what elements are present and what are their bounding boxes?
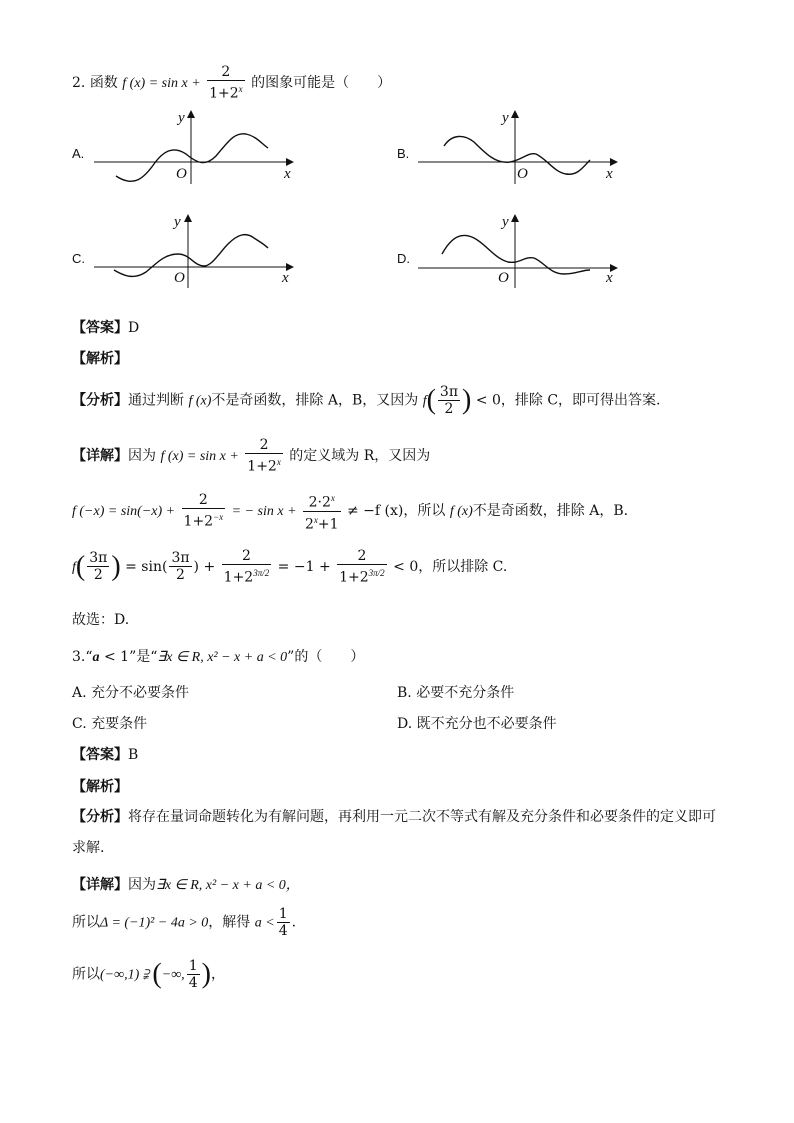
q2-graph-d-o: O [498,270,509,286]
q2-graph-c-y: y [174,214,181,230]
q2-answer: D [128,320,140,336]
q2-analysis-tag: 【解析】 [72,351,128,367]
q2-stem-prefix: 函数 [89,74,118,91]
q2-xiangjie-line3: f( $\frac{3\pi}{2}$ ) = sin( $\frac{3\pi}{2}$ ) + $\frac{2}{1+2^{3\pi/2}}$ = −1 + $\frac{2}{1+2^{3\pi/2}}$ < 0，所以排除 C. [72,548,508,586]
q3-xiangjie-line3: 所以(−∞,1) ⫌ (−∞, $\frac{1}{4}$ )， [72,958,225,991]
q2-option-b-label: B. [397,146,410,161]
q2-option-d-label: D. [397,251,410,266]
q2-stem [72,64,391,102]
q2-graph-b-y: y [502,110,509,126]
q2-graph-c [94,212,304,288]
q2-answer-line [72,317,139,337]
q2-graph-b-o: O [517,166,528,182]
q2-frac: $\frac{2}{1+2^x}$ [209,64,243,102]
q2-xiangjie-line2: f (−x) = sin(−x) + $\frac{2}{1+2^{-x}}$ = − sin x + $\frac{2\cdot 2^x}{2^x+1}$ ≠ −f (x)，所以 f (x)不是奇函数，排除 A，B. [72,490,628,532]
q2-option-c-label: C. [72,251,85,266]
q2-graph-d-y: y [502,214,509,230]
q2-graph-a-x: x [284,166,291,182]
q3-answer-line: 【答案】B [72,747,139,763]
q2-graph-c-o: O [174,270,185,286]
q2-fenxi-line: 【分析】通过判断 f (x)不是奇函数，排除 A，B，又因为 f( $\frac{3\pi}{2}$ ) < 0，排除 C，即可得出答案. [72,384,661,417]
q3-option-d: D. 既不充分也不必要条件 [397,716,557,732]
q3-stem: 3.“a < 1”是“∃x ∈ R, x² − x + a < 0”的（ ） [72,649,365,665]
q2-func: f (x) = sin x + [122,75,201,91]
q3-option-b: B. 必要不充分条件 [397,685,515,701]
q3-xiangjie-line1: 【详解】因为∃x ∈ R, x² − x + a < 0， [72,877,300,893]
q2-graph-d [418,212,628,288]
q2-graph-a [94,108,304,184]
q2-graph-d-x: x [606,270,613,286]
q2-graph-b-x: x [606,166,613,182]
q3-option-c: C. 充要条件 [72,716,148,732]
q2-answer-tag: 【答案】 [72,320,128,336]
q2-number: 2. [72,74,86,91]
q2-graph-a-o: O [176,166,187,182]
q3-fenxi-line1: 【分析】将存在量词命题转化为有解问题，再利用一元二次不等式有解及充分条件和必要条件的定义即可 [72,809,716,825]
q2-graph-b [418,108,628,184]
q3-option-a: A. 充分不必要条件 [72,685,190,701]
q2-xiangjie-line1: 【详解】因为 f (x) = sin x + $\frac{2}{1+2^x}$ 的定义域为 R，又因为 [72,437,431,475]
q2-option-a-label: A. [72,146,85,161]
q2-graph-a-y: y [178,110,185,126]
q3-xiangjie-line2: 所以Δ = (−1)² − 4a > 0，解得 a < $\frac{1}{4}$ . [72,906,297,939]
q3-analysis-tag: 【解析】 [72,779,128,795]
q2-graph-c-x: x [282,270,289,286]
q3-fenxi-line2: 求解. [72,840,105,856]
q2-stem-suffix: 的图象可能是（ ） [251,74,392,91]
q2-guxuan: 故选：D. [72,612,130,628]
